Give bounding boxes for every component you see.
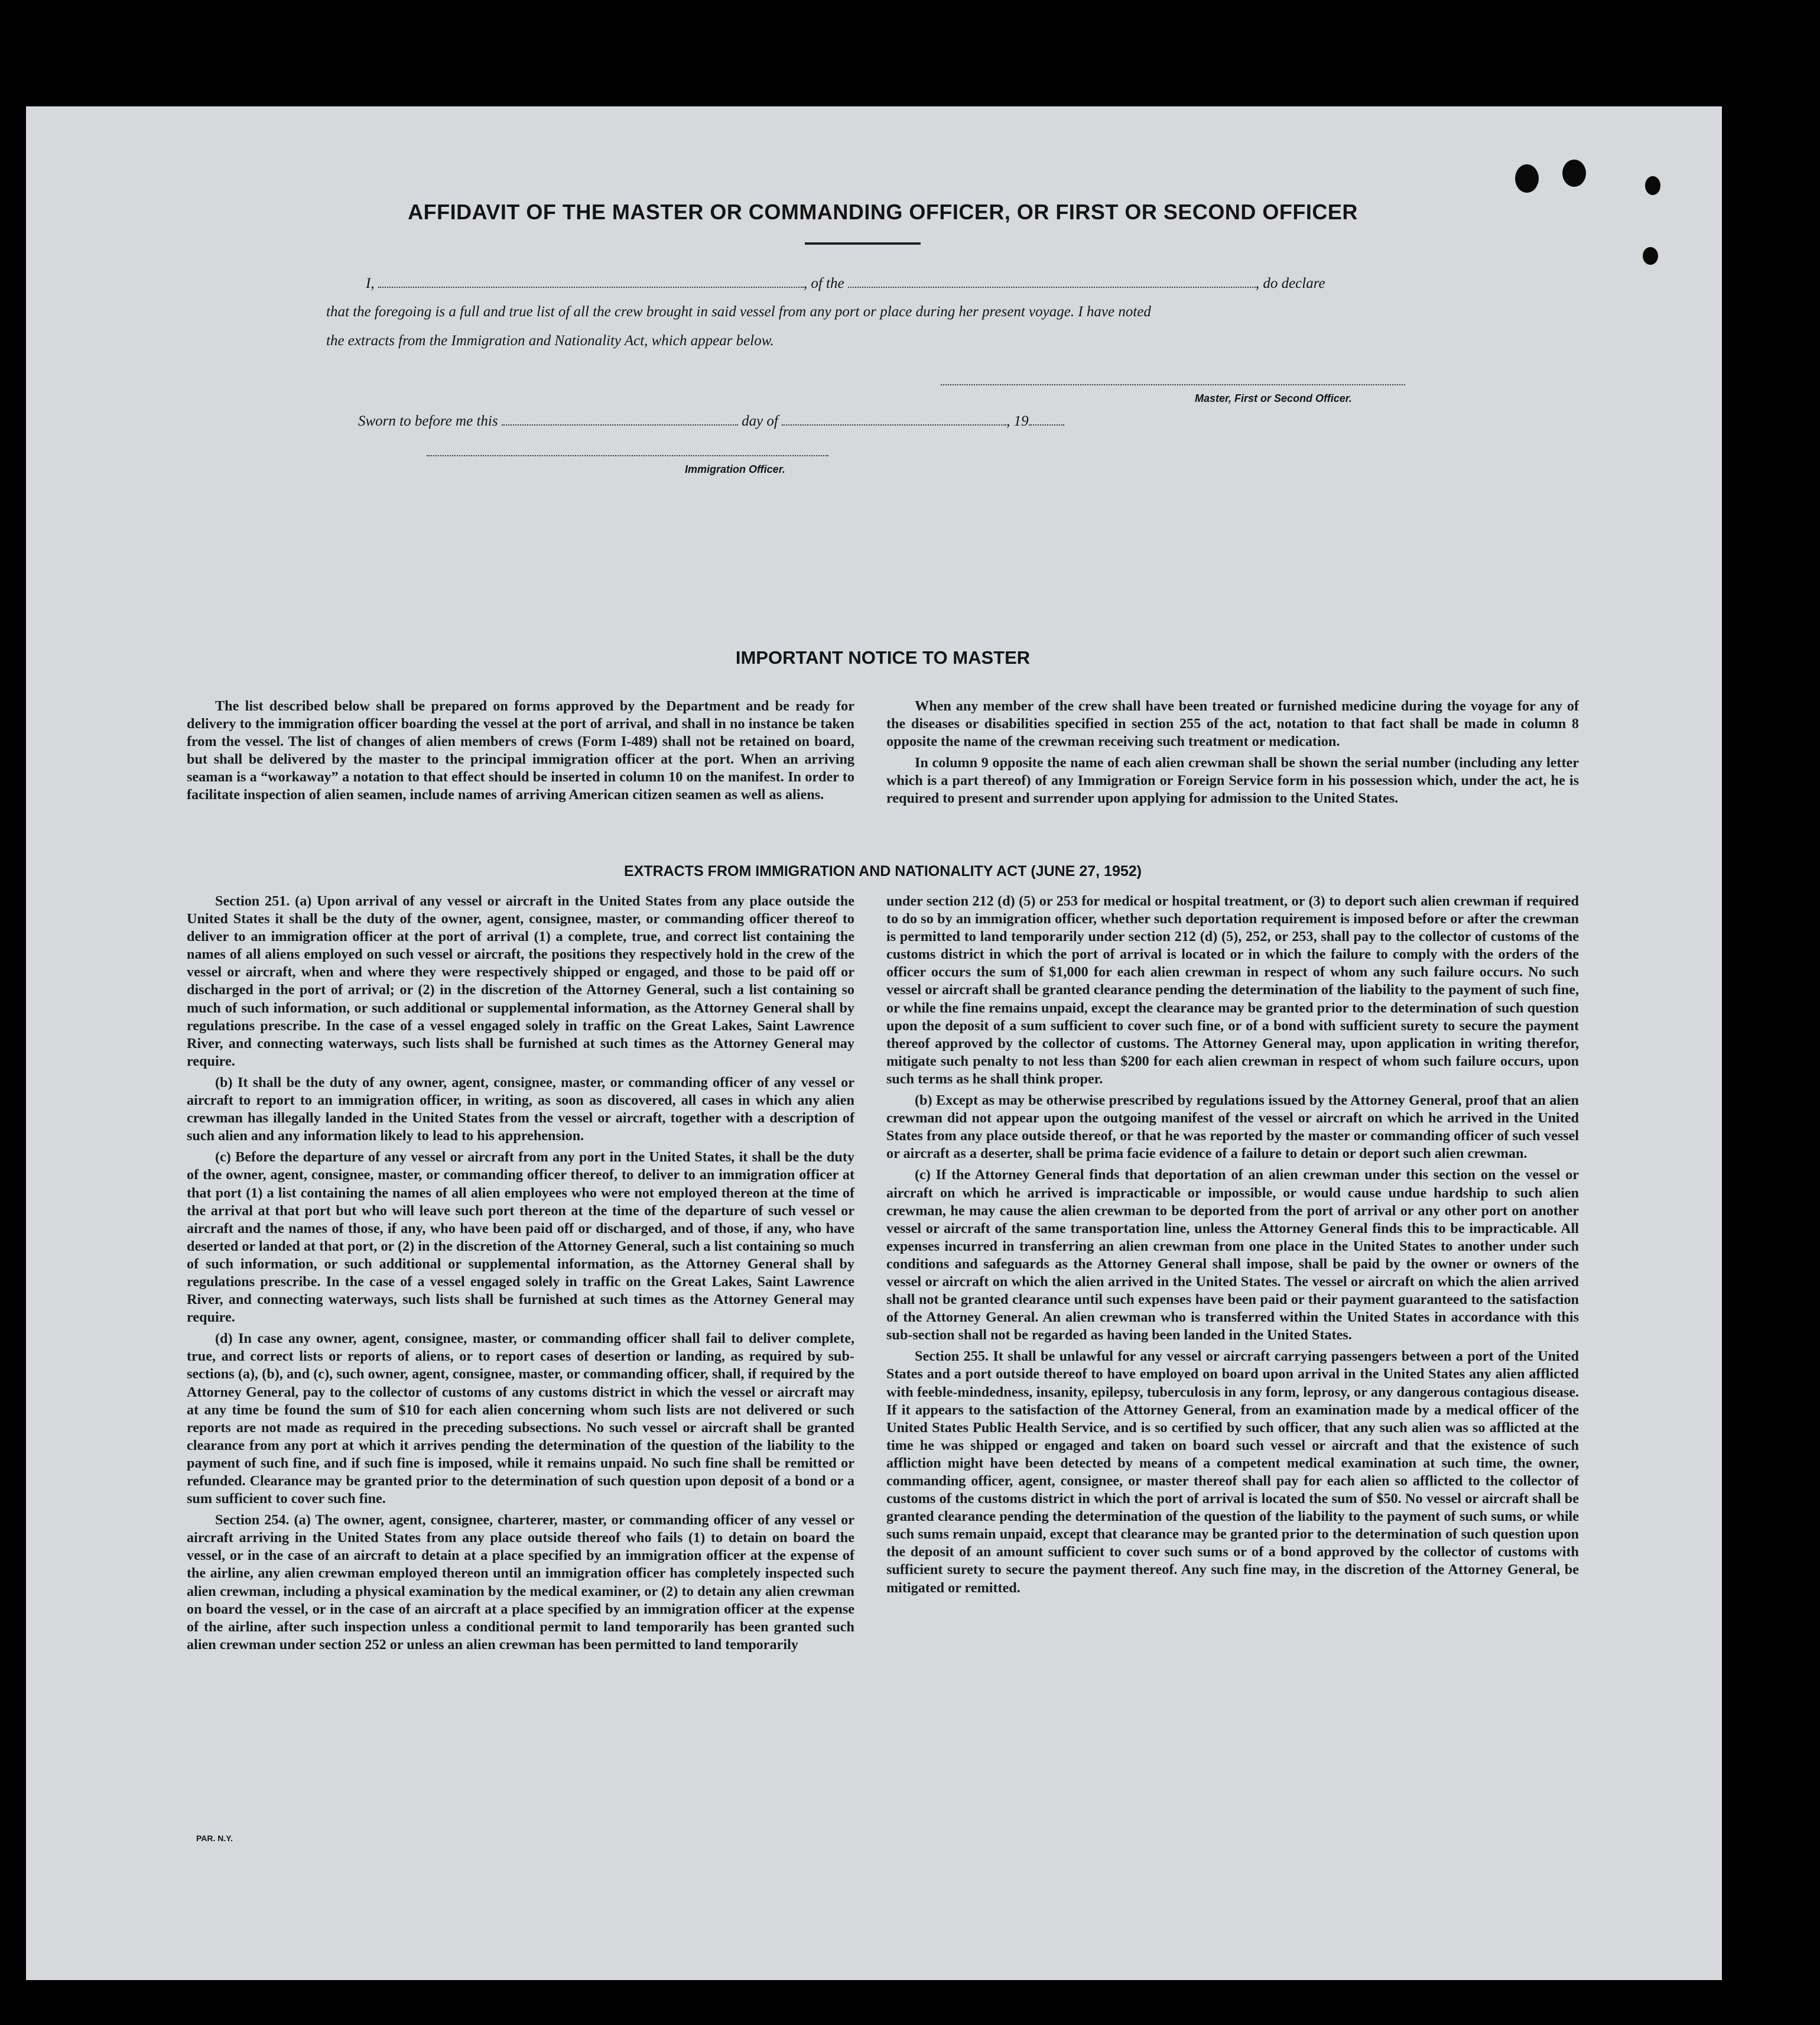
affidavit-line-2: that the foregoing is a full and true list of all the crew brought in said vessel from any port or place during her present voyage. I have noted xyxy=(326,304,1151,320)
punch-hole xyxy=(1562,160,1586,187)
extract-section-251-b: (b) It shall be the duty of any owner, agent, consignee, master, or commanding officer of any vessel or aircraft to report to an immigration officer, in writing, as soon as discovered, all cases in which any alien crewman has illegally landed in the United States from the vessel or aircraft, together with a description of such alien and any information likely to lead to his apprehension. xyxy=(187,1074,854,1144)
of-the-label: , of the xyxy=(803,275,844,291)
title-underline xyxy=(805,242,921,245)
notice-right-paragraph-1: When any member of the crew shall have been treated or furnished medicine during the voyage for any of the diseases or disabilities specified in section 255 of the act, notation to that fact shall be made in column 8 opposite the name of the crewman receiving such treatment or medication. xyxy=(886,698,1579,750)
extract-section-254-b: (b) Except as may be otherwise prescribed by regulations issued by the Attorney General, proof that an alien crewman did not appear upon the outgoing manifest of the vessel or aircraft on which he arrived in the United States from any place outside thereof, or that he was reported by the master or commanding officer of such vessel or aircraft as a deserter, shall be prima facie evidence of a failure to detain or deport such alien crewman. xyxy=(886,1092,1579,1162)
punch-hole xyxy=(1643,247,1658,265)
vessel-field[interactable] xyxy=(848,275,1256,288)
notice-left-column xyxy=(187,697,854,808)
notice-right-column xyxy=(886,697,1579,812)
notice-left-paragraph: The list described below shall be prepared on forms approved by the Department and be ready for delivery to the immigration officer boarding the vessel at the port of arrival, and shall in no instance be taken from the vessel. The list of changes of alien members of crews (Form I-489) shall not be retained on board, but shall be delivered by the master to the principal immigration officer at the port. When an arriving seaman is a “workaway” a notation to that effect should be inserted in column 10 on the manifest. In order to facilitate inspection of alien seamen, include names of arriving American citizen seamen as well as aliens. xyxy=(187,698,854,803)
master-signature-line[interactable] xyxy=(941,384,1405,385)
extract-section-251-d: (d) In case any owner, agent, consignee, master, or commanding officer shall fail to deliver complete, true, and correct lists or reports of aliens, or to report cases of desertion or landing, as required by sub-sections (a), (b), and (c), such owner, agent, consignee, master, or commanding officer, shall, if required by the Attorney General, pay to the collector of customs of any customs district in which the vessel or aircraft may at any time be found the sum of $10 for each alien concerning whom such lists are not delivered or such reports are not made as required in the preceding subsections. No such vessel or aircraft shall be granted clearance from any port at which it arrives pending the determination of the question of the liability to the payment of such fine, and if such fine is imposed, while it remains unpaid. No such fine shall be remitted or refunded. Clearance may be granted prior to the determination of such question upon deposit of a bond or a sum sufficient to cover such fine. xyxy=(187,1330,854,1507)
day-of-label: day of xyxy=(742,413,778,429)
officer-signature-label: Immigration Officer. xyxy=(685,463,785,475)
extracts-left-column xyxy=(187,893,854,1657)
punch-hole xyxy=(1645,176,1660,195)
extracts-title: EXTRACTS FROM IMMIGRATION AND NATIONALITY ACT (JUNE 27, 1952) xyxy=(624,863,1142,880)
master-signature-label: Master, First or Second Officer. xyxy=(1195,392,1352,404)
extract-section-254-c: (c) If the Attorney General finds that deportation of an alien crewman under this section on the vessel or aircraft on which he arrived is impracticable or impossible, or would cause undue hardship to such alien crewman, he may cause the alien crewman to be deported from the port of arrival or any other port on another vessel or aircraft of the same transportation line, unless the Attorney General finds this to be impracticable. All expenses incurred in transferring an alien crewman from one place in the United States to another under such conditions and safeguards as the Attorney General shall impose, shall be paid by the owner or owners of the vessel or aircraft on which the alien arrived in the United States. The vessel or aircraft on which the alien arrived shall not be granted clearance until such expenses have been paid or their payment guaranteed to the satisfaction of the Attorney General. An alien crewman who is transferred within the United States in accordance with this sub-section shall not be regarded as having been landed in the United States. xyxy=(886,1167,1579,1343)
notice-title: IMPORTANT NOTICE TO MASTER xyxy=(735,647,1031,668)
extract-section-251-a: Section 251. (a) Upon arrival of any vessel or aircraft in the United States from any place outside the United States it shall be the duty of the owner, agent, consignee, master, or commanding officer thereof to deliver to an immigration officer at the port of arrival (1) a complete, true, and correct list containing the names of all aliens employed on such vessel or aircraft, the positions they respectively hold in the crew of the vessel or aircraft, when and where they were respectively shipped or engaged, and those to be paid off or discharged in the port of arrival; or (2) in the discretion of the Attorney General, such a list containing so much of such information, or such additional or supplemental information, as the Attorney General shall by regulations prescribe. In the case of a vessel engaged solely in traffic on the Great Lakes, Saint Lawrence River, and connecting waterways, such lists shall be furnished at such times as the Attorney General may require. xyxy=(187,893,854,1069)
extract-section-251-c: (c) Before the departure of any vessel or aircraft from any port in the United States, it shall be the duty of the owner, agent, consignee, master, or commanding officer thereof, to deliver to an immigration officer at that port (1) a list containing the names of all alien employees who were not employed thereon at the time of the arrival at that port but who will leave such port thereon at the time of the departure of such vessel or aircraft and the names of those, if any, who have been paid off or discharged, and of those, if any, who have deserted or landed at that port, or (2) in the discretion of the Attorney General, such a list containing so much of such information, or such additional or supplemental information, as the Attorney General shall by regulations prescribe. In the case of a vessel engaged solely in traffic on the Great Lakes, Saint Lawrence River, and connecting waterways, such lists shall be furnished at such times as the Attorney General may require. xyxy=(187,1149,854,1326)
extract-section-254-a-continued: under section 212 (d) (5) or 253 for medical or hospital treatment, or (3) to deport such alien crewman if required to do so by an immigration officer, whether such deportation requirement is imposed before or after the crewman is permitted to land temporarily under section 212 (d) (5), 252, or 253, shall pay to the collector of customs of the customs district in which the port of arrival is located or in which the failure to comply with the orders of the officer occurs the sum of $1,000 for each alien crewman in respect of whom any such failure occurs. No such vessel or aircraft shall be granted clearance pending the determination of the liability to the payment of such fine, or while the fine remains unpaid, except the clearance may be granted prior to the determination of such question upon the deposit of a sum sufficient to cover such fine, or of a bond with sufficient surety to secure the payment thereof approved by the collector of customs. The Attorney General may, upon application in writing therefor, mitigate such penalty to not less than $200 for each alien crewman in respect of whom such failure occurs, upon such terms as he shall think proper. xyxy=(886,893,1579,1087)
sworn-day-field[interactable] xyxy=(502,413,738,426)
affidavit-line-3: the extracts from the Immigration and Nationality Act, which appear below. xyxy=(326,333,774,349)
name-field[interactable] xyxy=(378,275,804,288)
extract-section-254-a: Section 254. (a) The owner, agent, consignee, charterer, master, or commanding officer of any vessel or aircraft arriving in the United States from any place outside thereof who fails (1) to detain on board the vessel, or in the case of an aircraft to detain at a place specified by an immigration officer at the expense of the airline, any alien crewman employed thereon until an immigration officer has completely inspected such alien crewman, including a physical examination by the medical examiner, or (2) to detain any alien crewman on board the vessel, or in the case of an aircraft at a place specified by an immigration officer at the expense of the airline, after such inspection unless a conditional permit to land temporarily has been granted such alien crewman under section 252 or unless an alien crewman has been permitted to land temporarily xyxy=(187,1512,854,1653)
notice-right-paragraph-2: In column 9 opposite the name of each alien crewman shall be shown the serial number (including any letter which is a part thereof) of any Immigration or Foreign Service form in his possession which, under the act, he is required to present and surrender upon applying for admission to the United States. xyxy=(886,755,1579,807)
sworn-year-field[interactable] xyxy=(1029,413,1064,426)
punch-hole xyxy=(1515,164,1539,193)
sworn-label: Sworn to before me this xyxy=(358,413,498,429)
extract-section-255: Section 255. It shall be unlawful for any vessel or aircraft carrying passengers between a port of the United States and a port outside thereof to have employed on board upon arrival in the United States any alien afflicted with feeble-mindedness, insanity, epilepsy, tuberculosis in any form, leprosy, or any dangerous contagious disease. If it appears to the satisfaction of the Attorney General, from an examination made by a medical officer of the United States Public Health Service, and is so certified by such officer, that any such alien was so afflicted at the time he was shipped or engaged and taken on board such vessel or aircraft and that the existence of such affliction might have been detected by means of a competent medical examination at such time, the owner, commanding officer, agent, consignee, or master thereof shall pay for each alien so afflicted to the collector of customs of the customs district in which the port of arrival is located the sum of $50. No vessel or aircraft shall be granted clearance pending the determination of the question of the liability to the payment of such sums, or while such sums remain unpaid, except that clearance may be granted prior to the determination of such question upon the deposit of an amount sufficient to cover such sums or of a bond approved by the collector of customs with sufficient surety to secure the payment thereof. Any such fine may, in the discretion of the Attorney General, be mitigated or remitted. xyxy=(886,1348,1579,1596)
extracts-right-column xyxy=(886,893,1579,1601)
year-label: , 19 xyxy=(1006,413,1029,429)
sworn-month-field[interactable] xyxy=(782,413,1006,426)
affidavit-declaration-line xyxy=(366,275,1325,292)
document-sheet xyxy=(26,106,1722,1980)
affidavit-title: AFFIDAVIT OF THE MASTER OR COMMANDING OFFICER, OR FIRST OR SECOND OFFICER xyxy=(408,200,1358,224)
print-code: PAR. N.Y. xyxy=(196,1833,233,1843)
sworn-line xyxy=(358,413,1064,430)
i-label: I, xyxy=(366,275,375,291)
officer-signature-line[interactable] xyxy=(427,455,828,456)
do-declare-label: , do declare xyxy=(1255,275,1325,291)
